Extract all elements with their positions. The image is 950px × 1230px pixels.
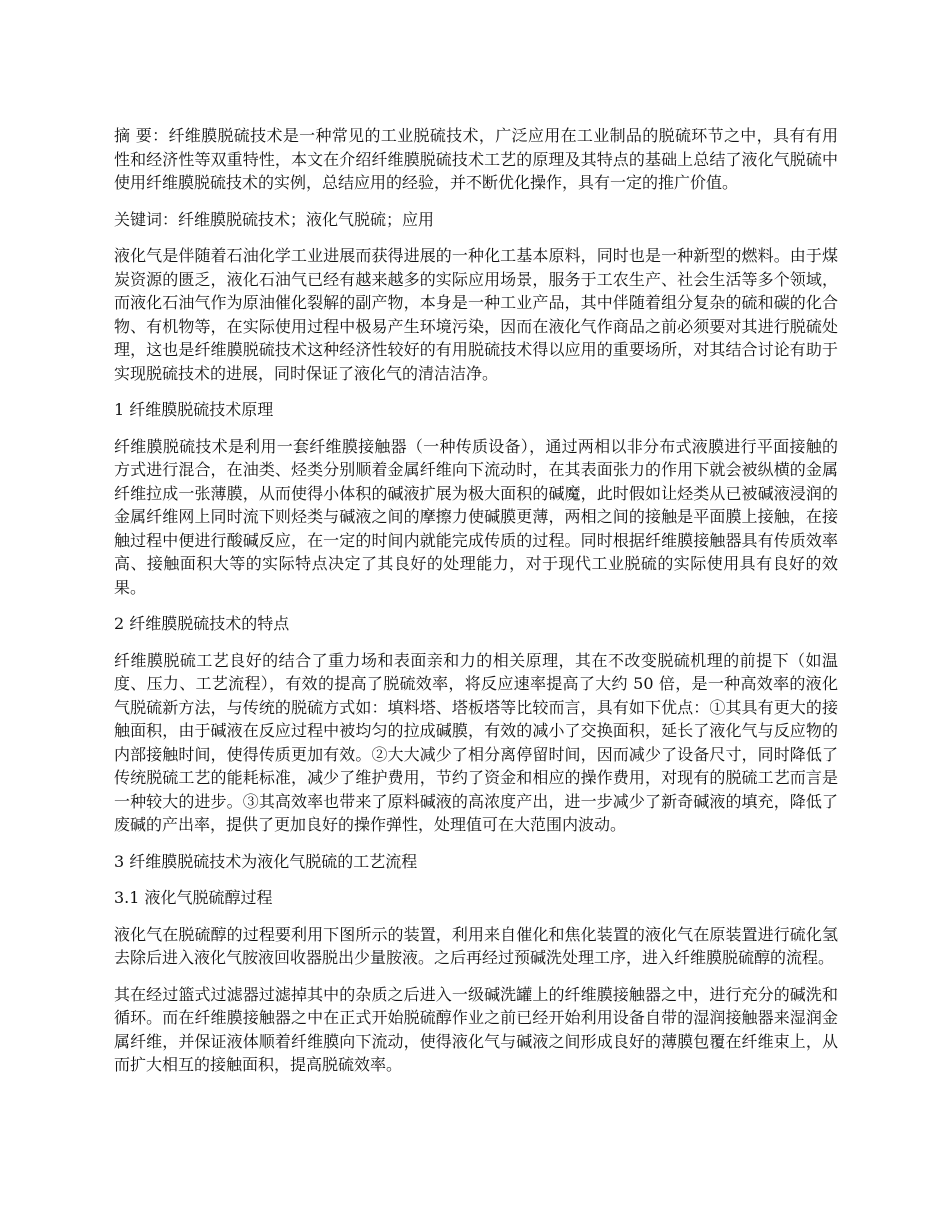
section-1-heading: 1 纤维膜脱硫技术原理 [114, 400, 274, 419]
abstract-paragraph: 摘 要：纤维膜脱硫技术是一种常见的工业脱硫技术，广泛应用在工业制品的脱硫环节之中，具有有用性和经济性等双重特性，本文在介绍纤维膜脱硫技术工艺的原理及其特点的基础上总结了液化气脱硫中使用纤维膜脱硫技术的实例，总结应用的经验，并不断优化操作，具有一定的推广价值。 [114, 126, 838, 192]
section-2-paragraph: 纤维膜脱硫工艺良好的结合了重力场和表面亲和力的相关原理，其在不改变脱硫机理的前提下（如温度、压力、工艺流程），有效的提高了脱硫效率，将反应速率提高了大约 50 倍，是一种高效率的液化气脱硫新方法，与传统的脱硫方式如：填料塔、塔板塔等比较而言，具有如下优点：①其具有更大的接触面积，由于碱液在反应过程中被均匀的拉成碱膜，有效的减小了交换面积，延长了液化气与反应物的内部接触时间，使得传质更加有效。②大大减少了相分离停留时间，因而减少了设备尺寸，同时降低了传统脱硫工艺的能耗标准，减少了维护费用，节约了资金和相应的操作费用，对现有的脱硫工艺而言是一种较大的进步。③其高效率也带来了原料碱液的高浓度产出，进一步减少了新奇碱液的填充，降低了废碱的产出率，提供了更加良好的操作弹性，处理值可在大范围内波动。 [114, 650, 838, 834]
document-body [114, 124, 838, 1090]
intro-paragraph: 液化气是伴随着石油化学工业进展而获得进展的一种化工基本原料，同时也是一种新型的燃料。由于煤炭资源的匮乏，液化石油气已经有越来越多的实际应用场景，服务于工农生产、社会生活等多个领域，而液化石油气作为原油催化裂解的副产物，本身是一种工业产品，其中伴随着组分复杂的硫和碳的化合物、有机物等，在实际使用过程中极易产生环境污染，因而在液化气作商品之前必须要对其进行脱硫处理，这也是纤维膜脱硫技术这种经济性较好的有用脱硫技术得以应用的重要场所，对其结合讨论有助于实现脱硫技术的进展，同时保证了液化气的清洁洁净。 [114, 246, 838, 383]
section-3-heading: 3 纤维膜脱硫技术为液化气脱硫的工艺流程 [114, 851, 418, 871]
section-1-paragraph: 纤维膜脱硫技术是利用一套纤维膜接触器（一种传质设备），通过两相以非分布式液膜进行平面接触的方式进行混合，在油类、烃类分别顺着金属纤维向下流动时，在其表面张力的作用下就会被纵横的金属纤维拉成一张薄膜，从而使得小体积的碱液扩展为极大面积的碱魔，此时假如让烃类从已被碱液浸润的金属纤维网上同时流下则烃类与碱液之间的摩擦力使碱膜更薄，两相之间的接触是平面膜上接触，在接触过程中便进行酸碱反应，在一定的时间内就能完成传质的过程。同时根据纤维膜接触器具有传质效率高、接触面积大等的实际特点决定了其良好的处理能力，对于现代工业脱硫的实际使用具有良好的效果。 [114, 436, 838, 597]
section-3-1-paragraph-1: 液化气在脱硫醇的过程要利用下图所示的装置，利用来自催化和焦化装置的液化气在原装置进行硫化氢去除后进入液化气胺液回收器脱出少量胺液。之后再经过预碱洗处理工序，进入纤维膜脱硫醇的流程。 [114, 924, 838, 967]
section-3-1-heading: 3.1 液化气脱硫醇过程 [114, 888, 273, 907]
section-3-1-paragraph-2: 其在经过篮式过滤器过滤掉其中的杂质之后进入一级碱洗罐上的纤维膜接触器之中，进行充分的碱洗和循环。而在纤维膜接触器之中在正式开始脱硫醇作业之前已经开始利用设备自带的湿润接触器来湿润金属纤维，并保证液体顺着纤维膜向下流动，使得液化气与碱液之间形成良好的薄膜包覆在纤维束上，从而扩大相互的接触面积，提高脱硫效率。 [114, 984, 838, 1074]
keywords-line: 关键词：纤维膜脱硫技术；液化气脱硫；应用 [114, 209, 435, 229]
section-2-heading: 2 纤维膜脱硫技术的特点 [114, 614, 290, 633]
